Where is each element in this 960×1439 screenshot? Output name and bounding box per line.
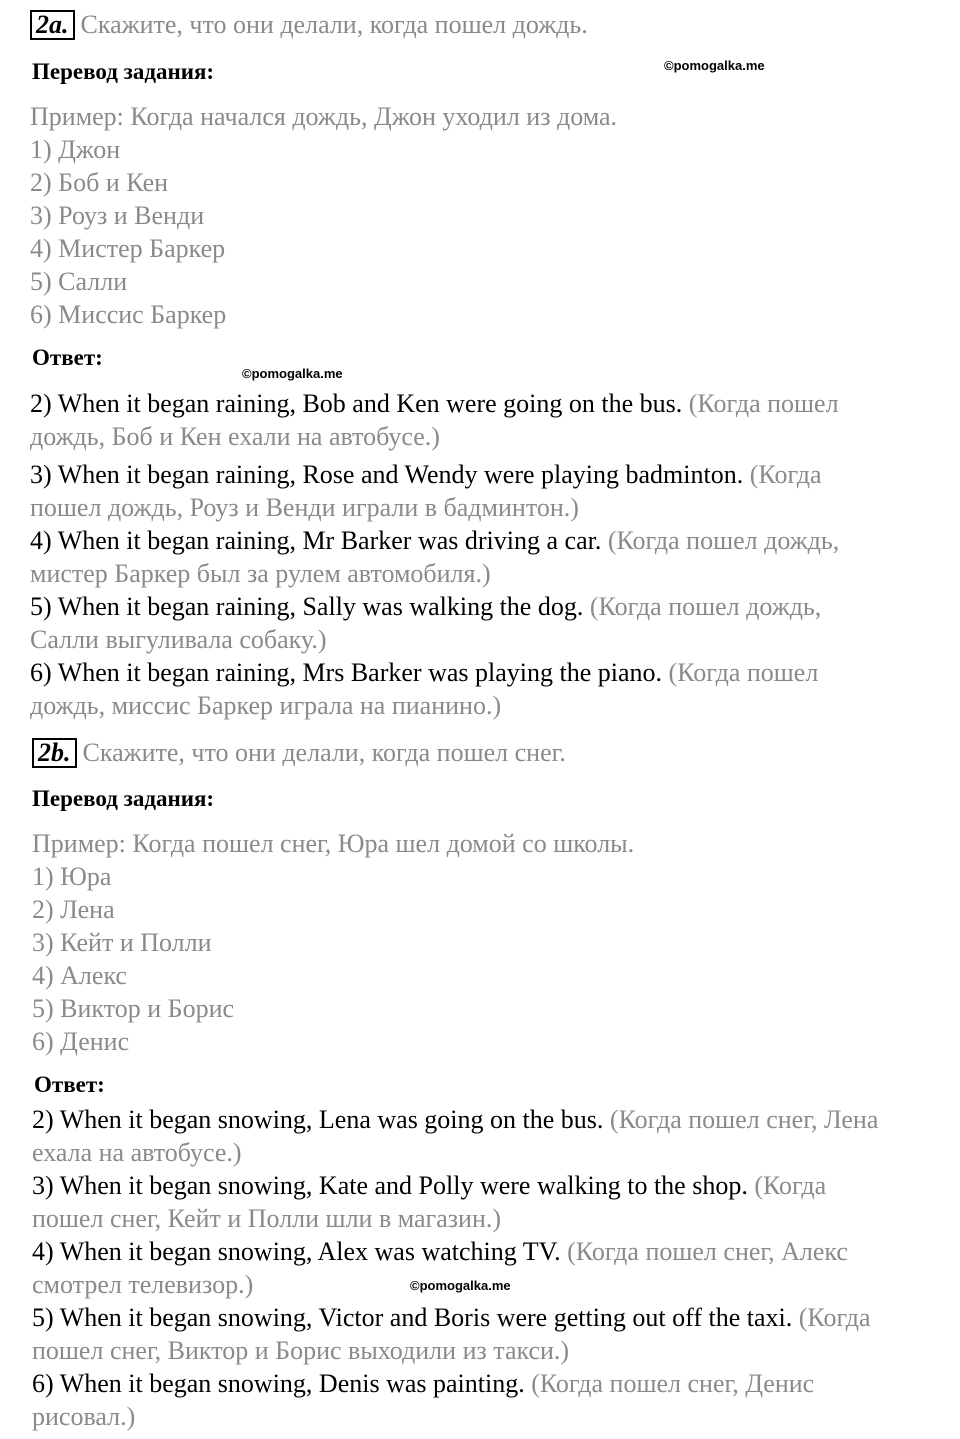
answer-russian: (Когда пошел снег, Лена [609, 1105, 879, 1134]
answer-russian-cont: дождь, миссис Баркер играла на пианино.) [30, 691, 502, 720]
task-2b-answer [32, 1367, 814, 1400]
watermark: ©pomogalka.me [410, 1278, 511, 1293]
task-2b-translation-line: 5) Виктор и Борис [32, 994, 235, 1023]
task-2a-instruction: Скажите, что они делали, когда пошел дождь. [80, 10, 588, 39]
answer-russian: (Когда [754, 1171, 827, 1200]
answer-russian-cont: пошел снег, Кейт и Полли шли в магазин.) [32, 1204, 502, 1233]
answer-russian-cont: мистер Баркер был за рулем автомобиля.) [30, 559, 491, 588]
task-2a-translation-line: 4) Мистер Баркер [30, 234, 226, 263]
answer-russian-cont: Салли выгуливала собаку.) [30, 625, 327, 654]
task-2b-answer [32, 1169, 826, 1202]
task-2b-translation-line: 6) Денис [32, 1027, 130, 1056]
answer-english: 6) When it began snowing, Denis was painting. [32, 1369, 525, 1398]
task-2b-translation-line: Пример: Когда пошел снег, Юра шел домой со школы. [32, 829, 635, 858]
answer-russian: (Когда пошел дождь, [589, 592, 822, 621]
answer-english: 4) When it began raining, Mr Barker was driving a car. [30, 526, 602, 555]
answer-russian-cont: пошел снег, Виктор и Борис выходили из такси.) [32, 1336, 570, 1365]
watermark: ©pomogalka.me [664, 58, 765, 73]
answer-russian-cont: ехала на автобусе.) [32, 1138, 242, 1167]
answer-english: 5) When it began raining, Sally was walking the dog. [30, 592, 584, 621]
answer-russian: (Когда пошел снег, Денис [531, 1369, 815, 1398]
task-2a-heading [30, 10, 588, 40]
answer-english: 2) When it began raining, Bob and Ken were going on the bus. [30, 389, 683, 418]
task-2b-answer [32, 1235, 848, 1268]
task-2a-translation-line: 5) Салли [30, 267, 128, 296]
answer-russian-cont: пошел дождь, Роуз и Венди играли в бадминтон.) [30, 493, 579, 522]
answer-russian-cont: смотрел телевизор.) [32, 1270, 254, 1299]
task-2b-translation-line: 4) Алекс [32, 961, 127, 990]
answer-russian: (Когда [798, 1303, 871, 1332]
answer-russian-cont: рисовал.) [32, 1402, 136, 1431]
task-2a-translation-title: Перевод задания: [32, 59, 215, 84]
task-2a-translation-line: 2) Боб и Кен [30, 168, 169, 197]
task-2a-translation-line: 3) Роуз и Венди [30, 201, 205, 230]
task-2a-answer [30, 524, 839, 557]
task-2b-translation-line: 3) Кейт и Полли [32, 928, 212, 957]
answer-russian: (Когда [749, 460, 822, 489]
task-2b-answer-title: Ответ: [34, 1072, 105, 1097]
task-2a-translation-line: 1) Джон [30, 135, 121, 164]
task-2b-answer [32, 1301, 871, 1334]
answer-english: 2) When it began snowing, Lena was going on the bus. [32, 1105, 604, 1134]
task-2a-answer [30, 458, 822, 491]
task-2a-answer-title: Ответ: [32, 345, 103, 370]
task-2a-translation-line: 6) Миссис Баркер [30, 300, 227, 329]
task-2b-badge: 2b. [32, 738, 77, 768]
task-2a-badge: 2a. [30, 10, 75, 40]
task-2b-translation-title: Перевод задания: [32, 786, 215, 811]
task-2b-answer [32, 1103, 878, 1136]
answer-english: 3) When it began snowing, Kate and Polly were walking to the shop. [32, 1171, 748, 1200]
task-2b-instruction: Скажите, что они делали, когда пошел снег. [82, 738, 566, 767]
answer-russian: (Когда пошел снег, Алекс [567, 1237, 848, 1266]
task-2a-answer [30, 656, 818, 689]
answer-russian-cont: дождь, Боб и Кен ехали на автобусе.) [30, 422, 440, 451]
answer-english: 3) When it began raining, Rose and Wendy were playing badminton. [30, 460, 744, 489]
answer-english: 5) When it began snowing, Victor and Boris were getting out off the taxi. [32, 1303, 793, 1332]
task-2b-heading [32, 738, 566, 768]
task-2a-answer [30, 590, 821, 623]
task-2b-translation-line: 1) Юра [32, 862, 112, 891]
task-2b-translation-line: 2) Лена [32, 895, 115, 924]
watermark: ©pomogalka.me [242, 366, 343, 381]
answer-russian: (Когда пошел [668, 658, 819, 687]
task-2a-answer [30, 387, 839, 420]
answer-english: 4) When it began snowing, Alex was watching TV. [32, 1237, 561, 1266]
task-2a-translation-line: Пример: Когда начался дождь, Джон уходил из дома. [30, 102, 618, 131]
answer-russian: (Когда пошел дождь, [607, 526, 840, 555]
answer-english: 6) When it began raining, Mrs Barker was playing the piano. [30, 658, 663, 687]
answer-russian: (Когда пошел [688, 389, 839, 418]
